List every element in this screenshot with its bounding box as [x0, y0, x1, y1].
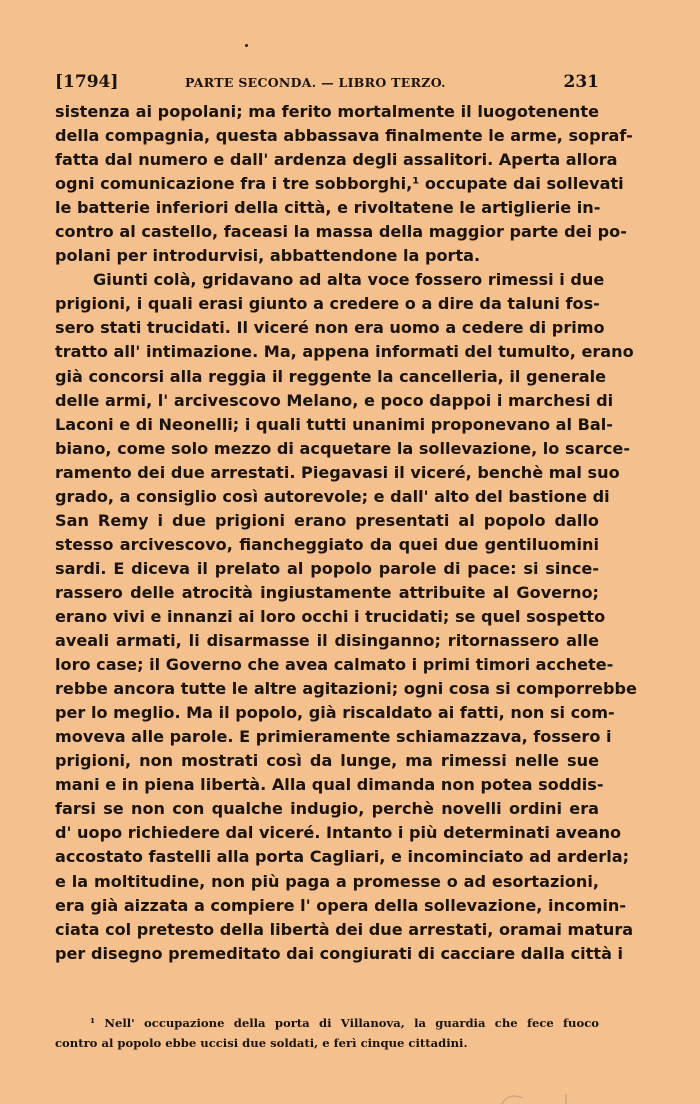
text-line: erano vivi e innanzi ai loro occhi i trucidati; se quel sospetto — [55, 606, 606, 626]
text-line: per disegno premeditato dai congiurati di cacciare dalla città i — [55, 943, 624, 963]
ink-speck — [245, 44, 248, 47]
text-line: le batterie inferiori della città, e rivoltatene le artiglierie in- — [55, 198, 601, 218]
text-line: della compagnia, questa abbassava finalmente le arme, sopraf- — [55, 126, 633, 146]
text-line: delle armi, l' arcivescovo Melano, e poco dappoi i marchesi di — [55, 390, 614, 410]
text-line: ciata col pretesto della libertà dei due arrestati, oramai matura — [55, 919, 634, 939]
footnote-line: ¹ Nell' occupazione della porta di Villanova, la guardia che fece fuoco — [90, 1016, 599, 1030]
text-line: mani e in piena libertà. Alla qual dimanda non potea soddis- — [55, 775, 604, 795]
body-text — [55, 100, 637, 966]
text-line: era già aizzata a compiere l' opera della sollevazione, incomin- — [55, 895, 627, 915]
page-number: 231 — [563, 72, 599, 92]
text-line: sistenza ai popolani; ma ferito mortalmente il luogotenente — [55, 102, 599, 121]
text-line: aveali armati, li disarmasse il disinganno; ritornassero alle — [55, 631, 599, 651]
text-line: grado, a consiglio così autorevole; e dall' alto del bastione di — [55, 486, 610, 506]
text-line: per lo meglio. Ma il popolo, già riscaldato ai fatti, non si com- — [55, 703, 615, 723]
text-line: sardi. E diceva il prelato al popolo parole di pace: si since- — [55, 558, 599, 578]
text-line: tratto all' intimazione. Ma, appena informati del tumulto, erano — [55, 342, 634, 362]
text-line: loro case; il Governo che avea calmato i primi timori acchete- — [55, 655, 614, 675]
text-line: biano, come solo mezzo di acquetare la sollevazione, lo scarce- — [55, 438, 631, 458]
running-header — [55, 72, 599, 94]
text-line: rassero delle atrocità ingiustamente attribuite al Governo; — [55, 582, 599, 602]
text-line: e la moltitudine, non più paga a promesse o ad esortazioni, — [55, 871, 599, 891]
text-line: farsi se non con qualche indugio, perchè novelli ordini era — [55, 799, 599, 819]
text-line: prigioni, non mostrati così da lunge, ma rimessi nelle sue — [55, 751, 599, 771]
watermark-fragment — [500, 1090, 620, 1104]
text-line: rebbe ancora tutte le altre agitazioni; ogni cosa si comporrebbe — [55, 679, 637, 699]
text-line: polani per introdurvisi, abbattendone la porta. — [55, 246, 481, 266]
text-line: Giunti colà, gridavano ad alta voce fossero rimessi i due — [93, 270, 605, 290]
text-line: sero stati trucidati. Il viceré non era uomo a cedere di primo — [55, 318, 605, 338]
footnote-line: contro al popolo ebbe uccisi due soldati, e ferì cinque cittadini. — [55, 1036, 468, 1050]
running-title: PARTE SECONDA. — LIBRO TERZO. — [185, 75, 446, 90]
text-line: fatta dal numero e dall' ardenza degli assalitori. Aperta allora — [55, 150, 618, 170]
text-line: ogni comunicazione fra i tre sobborghi,¹ occupate dai sollevati — [55, 174, 624, 194]
text-line: ramento dei due arrestati. Piegavasi il viceré, benchè mal suo — [55, 462, 620, 482]
text-line: San Remy i due prigioni erano presentati al popolo dallo — [55, 510, 599, 530]
text-line: contro al castello, faceasi la massa della maggior parte dei po- — [55, 222, 627, 242]
text-line: moveva alle parole. E primieramente schiamazzava, fossero i — [55, 727, 612, 747]
text-line: accostato fastelli alla porta Cagliari, e incominciato ad arderla; — [55, 847, 630, 867]
text-line: già concorsi alla reggia il reggente la cancelleria, il generale — [55, 366, 607, 386]
text-line: Laconi e di Neonelli; i quali tutti unanimi proponevano al Bal- — [55, 414, 613, 434]
footnote — [55, 1013, 599, 1053]
header-year: [1794] — [55, 72, 119, 92]
text-line: stesso arcivescovo, fiancheggiato da quei due gentiluomini — [55, 534, 599, 554]
text-line: prigioni, i quali erasi giunto a credere o a dire da taluni fos- — [55, 294, 600, 314]
text-line: d' uopo richiedere dal viceré. Intanto i più determinati aveano — [55, 823, 622, 843]
